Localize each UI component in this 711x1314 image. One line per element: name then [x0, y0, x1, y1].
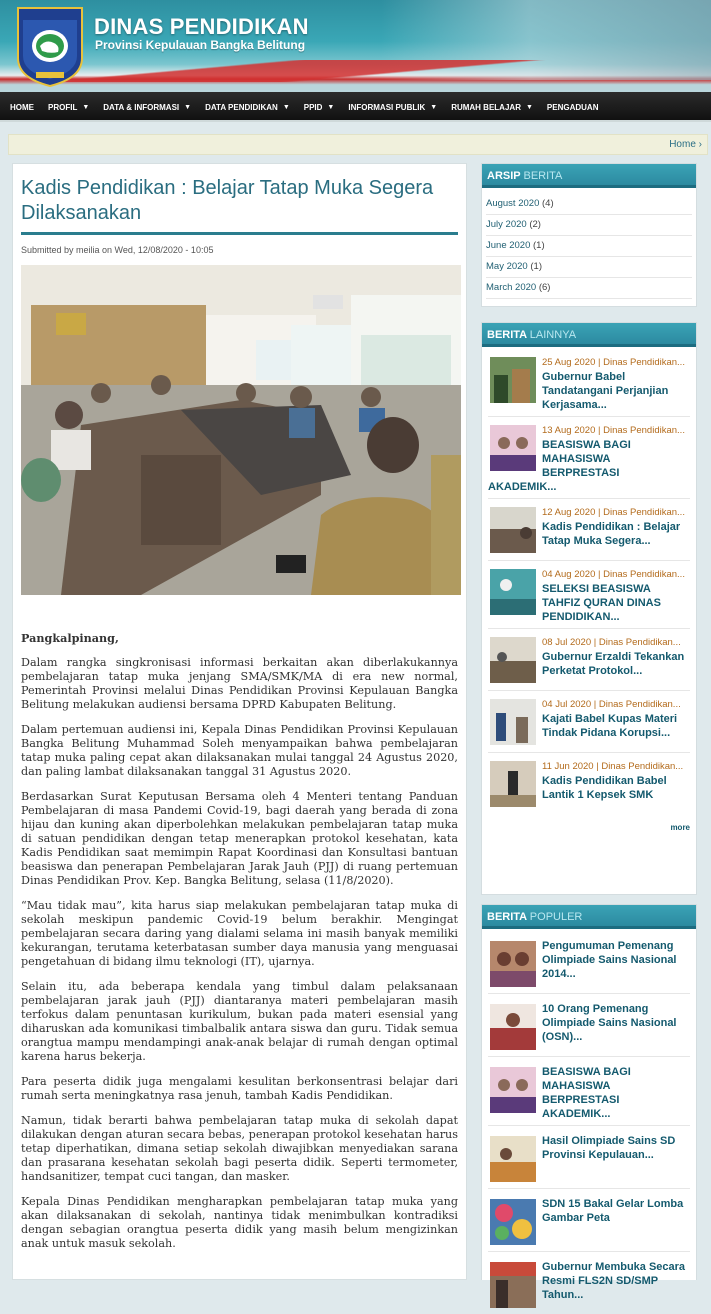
news-title-link[interactable]: Kadis Pendidikan : Belajar Tatap Muka Segera... [542, 521, 681, 547]
news-item[interactable]: 13 Aug 2020 | Dinas Pendidikan... BEASISWA BAGI MAHASISWA BERPRESTASI AKADEMIK... [488, 417, 690, 499]
popular-thumbnail [490, 1199, 536, 1245]
news-thumbnail [490, 761, 536, 807]
caret-down-icon: ▼ [430, 103, 438, 111]
popular-item[interactable] [488, 994, 690, 1057]
news-item[interactable]: 08 Jul 2020 | Dinas Pendidikan... Gubernur Erzaldi Tekankan Perketat Protokol... [488, 629, 690, 691]
popular-title-link[interactable]: 10 Orang Pemenang Olimpiade Sains Nasional (OSN)... [542, 1003, 677, 1043]
popular-item[interactable] [488, 1126, 690, 1189]
news-thumbnail [490, 357, 536, 403]
main-nav [0, 92, 711, 122]
news-thumbnail [490, 637, 536, 683]
article-submitted: Submitted by meilia on Wed, 12/08/2020 - 10:05 [21, 245, 214, 255]
news-title-link[interactable]: Gubernur Babel Tandatangani Perjanjian Kerjasama... [542, 371, 669, 411]
article-paragraph: Para peserta didik juga mengalami kesulitan berkonsentrasi belajar dari rumah serta meningkatnya rasa jenuh, tambah Kadis Pendidikan. [21, 1075, 458, 1102]
archive-item[interactable]: August 2020 (4) [486, 194, 692, 215]
news-thumbnail [490, 507, 536, 553]
nav-profil[interactable]: PROFIL ▼ [48, 102, 90, 112]
news-thumbnail [490, 425, 536, 471]
popular-thumbnail [490, 941, 536, 987]
popular-title-link[interactable]: Hasil Olimpiade Sains SD Provinsi Kepulauan... [542, 1135, 676, 1161]
popular-thumbnail [490, 1262, 536, 1308]
popular-news-heading: BERITA POPULER [482, 905, 696, 929]
popular-item[interactable] [488, 1057, 690, 1126]
popular-thumbnail [490, 1004, 536, 1050]
header-swoosh [0, 60, 711, 82]
archive-item[interactable]: May 2020 (1) [486, 257, 692, 278]
popular-thumbnail [490, 1136, 536, 1182]
nav-home[interactable]: HOME [10, 102, 34, 112]
news-item[interactable]: 11 Jun 2020 | Dinas Pendidikan... Kadis Pendidikan Babel Lantik 1 Kepsek SMK [488, 753, 690, 815]
article-paragraph: Dalam pertemuan audiensi ini, Kepala Dinas Pendidikan Provinsi Kepulauan Bangka Belitung Muhammad Soleh menyampaikan bahwa pembelajaran tatap muka paling cepat akan dilaksanakan mulai tanggal 24 Agustus 2020, dan paling lambat dilaksanakan tanggal 31 Agustus 2020. [21, 723, 458, 778]
province-logo-icon[interactable] [16, 6, 84, 88]
popular-thumbnail [490, 1067, 536, 1113]
article-paragraph: Kepala Dinas Pendidikan mengharapkan pembelajaran tatap muka yang akan dilaksanakan di sekolah, nantinya tidak menimbulkan kontradiksi dengan sebagian orangtua peserta didik yang masih belum mengizinkan anak untuk masuk sekolah. [21, 1195, 458, 1250]
article-paragraph: Selain itu, ada beberapa kendala yang timbul dalam pelaksanaan pembelajaran jarak jauh (PJJ) diantaranya materi pembelajaran masih terfokus dalam penuntasan kurikulum, bukan pada materi esensial yang diharuskan ada komunikasi timbalbalik antara siswa dan guru. Tidak semua orangtua mampu mendampingi anak-anak belajar di rumah dengan optimal karena harus bekerja. [21, 980, 458, 1063]
caret-down-icon: ▼ [282, 103, 290, 111]
article-body [21, 631, 458, 1251]
nav-informasi-publik[interactable]: INFORMASI PUBLIK ▼ [348, 102, 438, 112]
article-paragraph: Namun, tidak berarti bahwa pembelajaran tatap muka di sekolah dapat dilakukan dengan aturan secara bebas, penerapan protokol kesehatan harus tetap diperhatikan, dimana setiap sekolah diwajibkan menyediakan sarana dan prasarana kesehatan sekolah bagi peserta didik. Seperti termometer, handsanitizer, tempat cuci tangan, dan masker. [21, 1114, 458, 1183]
breadcrumb-home-link[interactable]: Home › [669, 139, 702, 150]
caret-down-icon: ▼ [525, 103, 533, 111]
news-item[interactable]: 25 Aug 2020 | Dinas Pendidikan... Gubernur Babel Tandatangani Perjanjian Kerjasama... [488, 349, 690, 417]
popular-title-link[interactable]: Gubernur Membuka Secara Resmi FLS2N SD/SMP Tahun... [542, 1261, 686, 1301]
article-title: Kadis Pendidikan : Belajar Tatap Muka Segera Dilaksanakan [21, 176, 458, 235]
popular-item[interactable] [488, 1189, 690, 1252]
caret-down-icon: ▼ [327, 103, 335, 111]
archive-item[interactable]: March 2020 (6) [486, 278, 692, 299]
news-title-link[interactable]: BEASISWA BAGI MAHASISWA BERPRESTASI AKADEMIK... [488, 439, 631, 493]
news-item[interactable]: 04 Aug 2020 | Dinas Pendidikan... SELEKSI BEASISWA TAHFIZ QURAN DINAS PENDIDIKAN... [488, 561, 690, 629]
popular-item[interactable] [488, 1252, 690, 1314]
news-title-link[interactable]: Kadis Pendidikan Babel Lantik 1 Kepsek SMK [542, 775, 667, 801]
popular-news-block [481, 904, 697, 1301]
article-lead: Pangkalpinang, [21, 631, 119, 645]
other-news-heading: BERITA LAINNYA [482, 323, 696, 347]
site-title[interactable]: DINAS PENDIDIKAN [94, 14, 309, 39]
site-header [0, 0, 711, 92]
caret-down-icon: ▼ [184, 103, 192, 111]
popular-item[interactable] [488, 931, 690, 994]
popular-title-link[interactable]: Pengumuman Pemenang Olimpiade Sains Nasional 2014... [542, 940, 677, 980]
archive-item[interactable]: July 2020 (2) [486, 215, 692, 236]
popular-title-link[interactable]: BEASISWA BAGI MAHASISWA BERPRESTASI AKADEMIK... [542, 1066, 631, 1120]
breadcrumb [8, 134, 708, 155]
nav-data-informasi[interactable]: DATA & INFORMASI ▼ [103, 102, 192, 112]
nav-rumah-belajar[interactable]: RUMAH BELAJAR ▼ [451, 102, 533, 112]
news-title-link[interactable]: Gubernur Erzaldi Tekankan Perketat Protokol... [542, 651, 685, 677]
other-news-block [481, 322, 697, 895]
article [12, 163, 467, 1280]
news-title-link[interactable]: SELEKSI BEASISWA TAHFIZ QURAN DINAS PENDIDIKAN... [542, 583, 661, 623]
news-item[interactable]: 04 Jul 2020 | Dinas Pendidikan... Kajati Babel Kupas Materi Tindak Pidana Korupsi... [488, 691, 690, 753]
news-title-link[interactable]: Kajati Babel Kupas Materi Tindak Pidana Korupsi... [542, 713, 678, 739]
nav-data-pendidikan[interactable]: DATA PENDIDIKAN ▼ [205, 102, 290, 112]
article-paragraph: “Mau tidak mau”, kita harus siap melakukan pembelajaran tatap muka di sekolah meskipun pandemic Covid-19 belum berakhir. Mengingat pembelajaran secara daring yang dialami selama ini masih banyak memiliki kekurangan, terutama keterbatasan sumber daya manusia yang menguasai pengetahuan di bidang ilmu teknologi (IT), ujarnya. [21, 899, 458, 968]
archive-block [481, 163, 697, 307]
article-paragraph: Berdasarkan Surat Keputusan Bersama oleh 4 Menteri tentang Panduan Pembelajaran di masa Pandemi Covid-19, bagi daerah yang berada di zona hijau dan kuning akan diperbolehkan melakukan pembelajaran tatap muka di satuan pendidikan dengan tetap menerapkan protokol kesehatan, kata Kadis Pendidikan saat memimpin Rapat Koordinasi dan Konsultasi bantuan beasiswa dan penerapan Pembelajaran Jarak Jauh (PJJ) di ruang pertemuan Dinas Pendidikan Prov. Kep. Bangka Belitung, selasa (11/8/2020). [21, 790, 458, 887]
news-item[interactable]: 12 Aug 2020 | Dinas Pendidikan... Kadis Pendidikan : Belajar Tatap Muka Segera... [488, 499, 690, 561]
nav-pengaduan[interactable]: PENGADUAN [546, 102, 599, 112]
article-photo [21, 265, 461, 595]
site-subtitle: Provinsi Kepulauan Bangka Belitung [95, 38, 306, 52]
caret-down-icon: ▼ [82, 103, 90, 111]
news-thumbnail [490, 699, 536, 745]
article-paragraph: Dalam rangka singkronisasi informasi berkaitan akan diberlakukannya pembelajaran tatap muka jenjang SMA/SMK/MA di era new normal, Pemerintah Provinsi melalui Dinas Pendidikan Provinsi Kepulauan Bangka Belitung melakukan audiensi bersama DPRD Kabupaten Belitung. [21, 656, 458, 711]
nav-ppid[interactable]: PPID ▼ [303, 102, 335, 112]
news-thumbnail [490, 569, 536, 615]
popular-title-link[interactable]: SDN 15 Bakal Gelar Lomba Gambar Peta [542, 1198, 684, 1224]
archive-item[interactable]: June 2020 (1) [486, 236, 692, 257]
more-link[interactable]: more [670, 823, 690, 832]
archive-heading: ARSIP BERITA [482, 164, 696, 188]
